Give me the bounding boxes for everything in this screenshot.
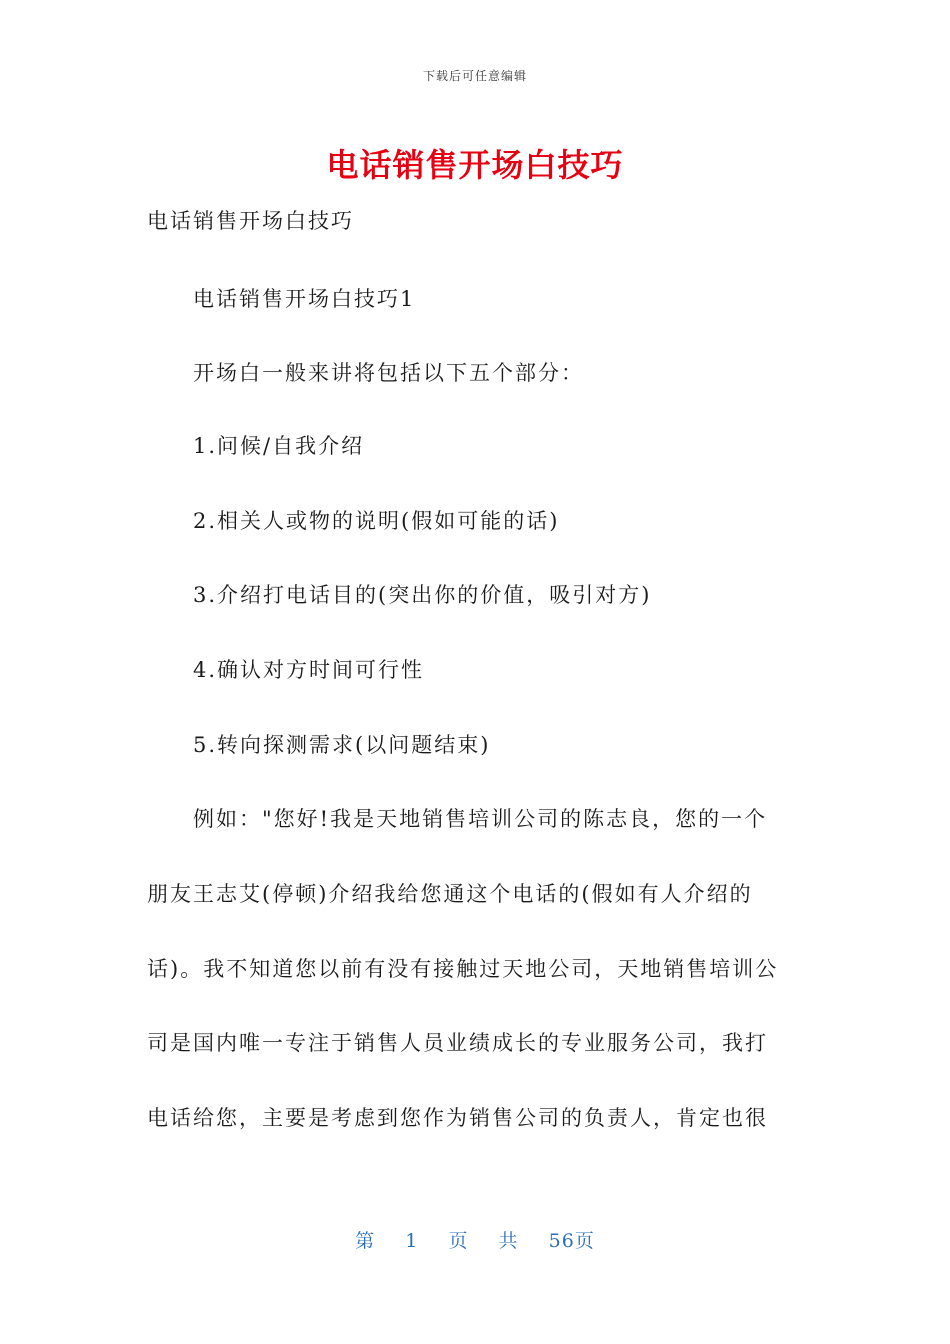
header-note: 下载后可任意编辑 [422,69,527,83]
page-footer [0,1226,950,1253]
document-title: 电话销售开场白技巧 [326,146,624,184]
paragraph-example-line: 话)。我不知道您以前有没有接触过天地公司，天地销售培训公 [147,957,779,981]
list-item: 1.问候/自我介绍 [193,434,365,458]
paragraph-example-line: 朋友王志艾(停顿)介绍我给您通这个电话的(假如有人介绍的 [147,882,753,906]
paragraph-example-line: 例如："您好!我是天地销售培训公司的陈志良，您的一个 [193,807,768,831]
list-item: 3.介绍打电话目的(突出你的价值，吸引对方) [193,583,652,607]
paragraph-intro: 开场白一般来讲将包括以下五个部分： [193,361,584,385]
list-item: 2.相关人或物的说明(假如可能的话) [193,509,560,533]
list-item: 4.确认对方时间可行性 [193,658,425,682]
list-item: 5.转向探测需求(以问题结束) [193,733,491,757]
paragraph-example-line: 电话给您，主要是考虑到您作为销售公司的负责人，肯定也很 [147,1106,768,1130]
current-page-number: 1 [405,1230,419,1252]
total-pages: 56页 [548,1230,595,1252]
page-label-prefix: 第 [355,1230,376,1252]
page-label-mid: 页 [448,1230,469,1252]
paragraph-example-line: 司是国内唯一专注于销售人员业绩成长的专业服务公司，我打 [147,1031,768,1055]
paragraph-section-heading: 电话销售开场白技巧1 [193,287,416,311]
total-label: 共 [498,1230,519,1252]
paragraph-subtitle: 电话销售开场白技巧 [147,209,354,233]
